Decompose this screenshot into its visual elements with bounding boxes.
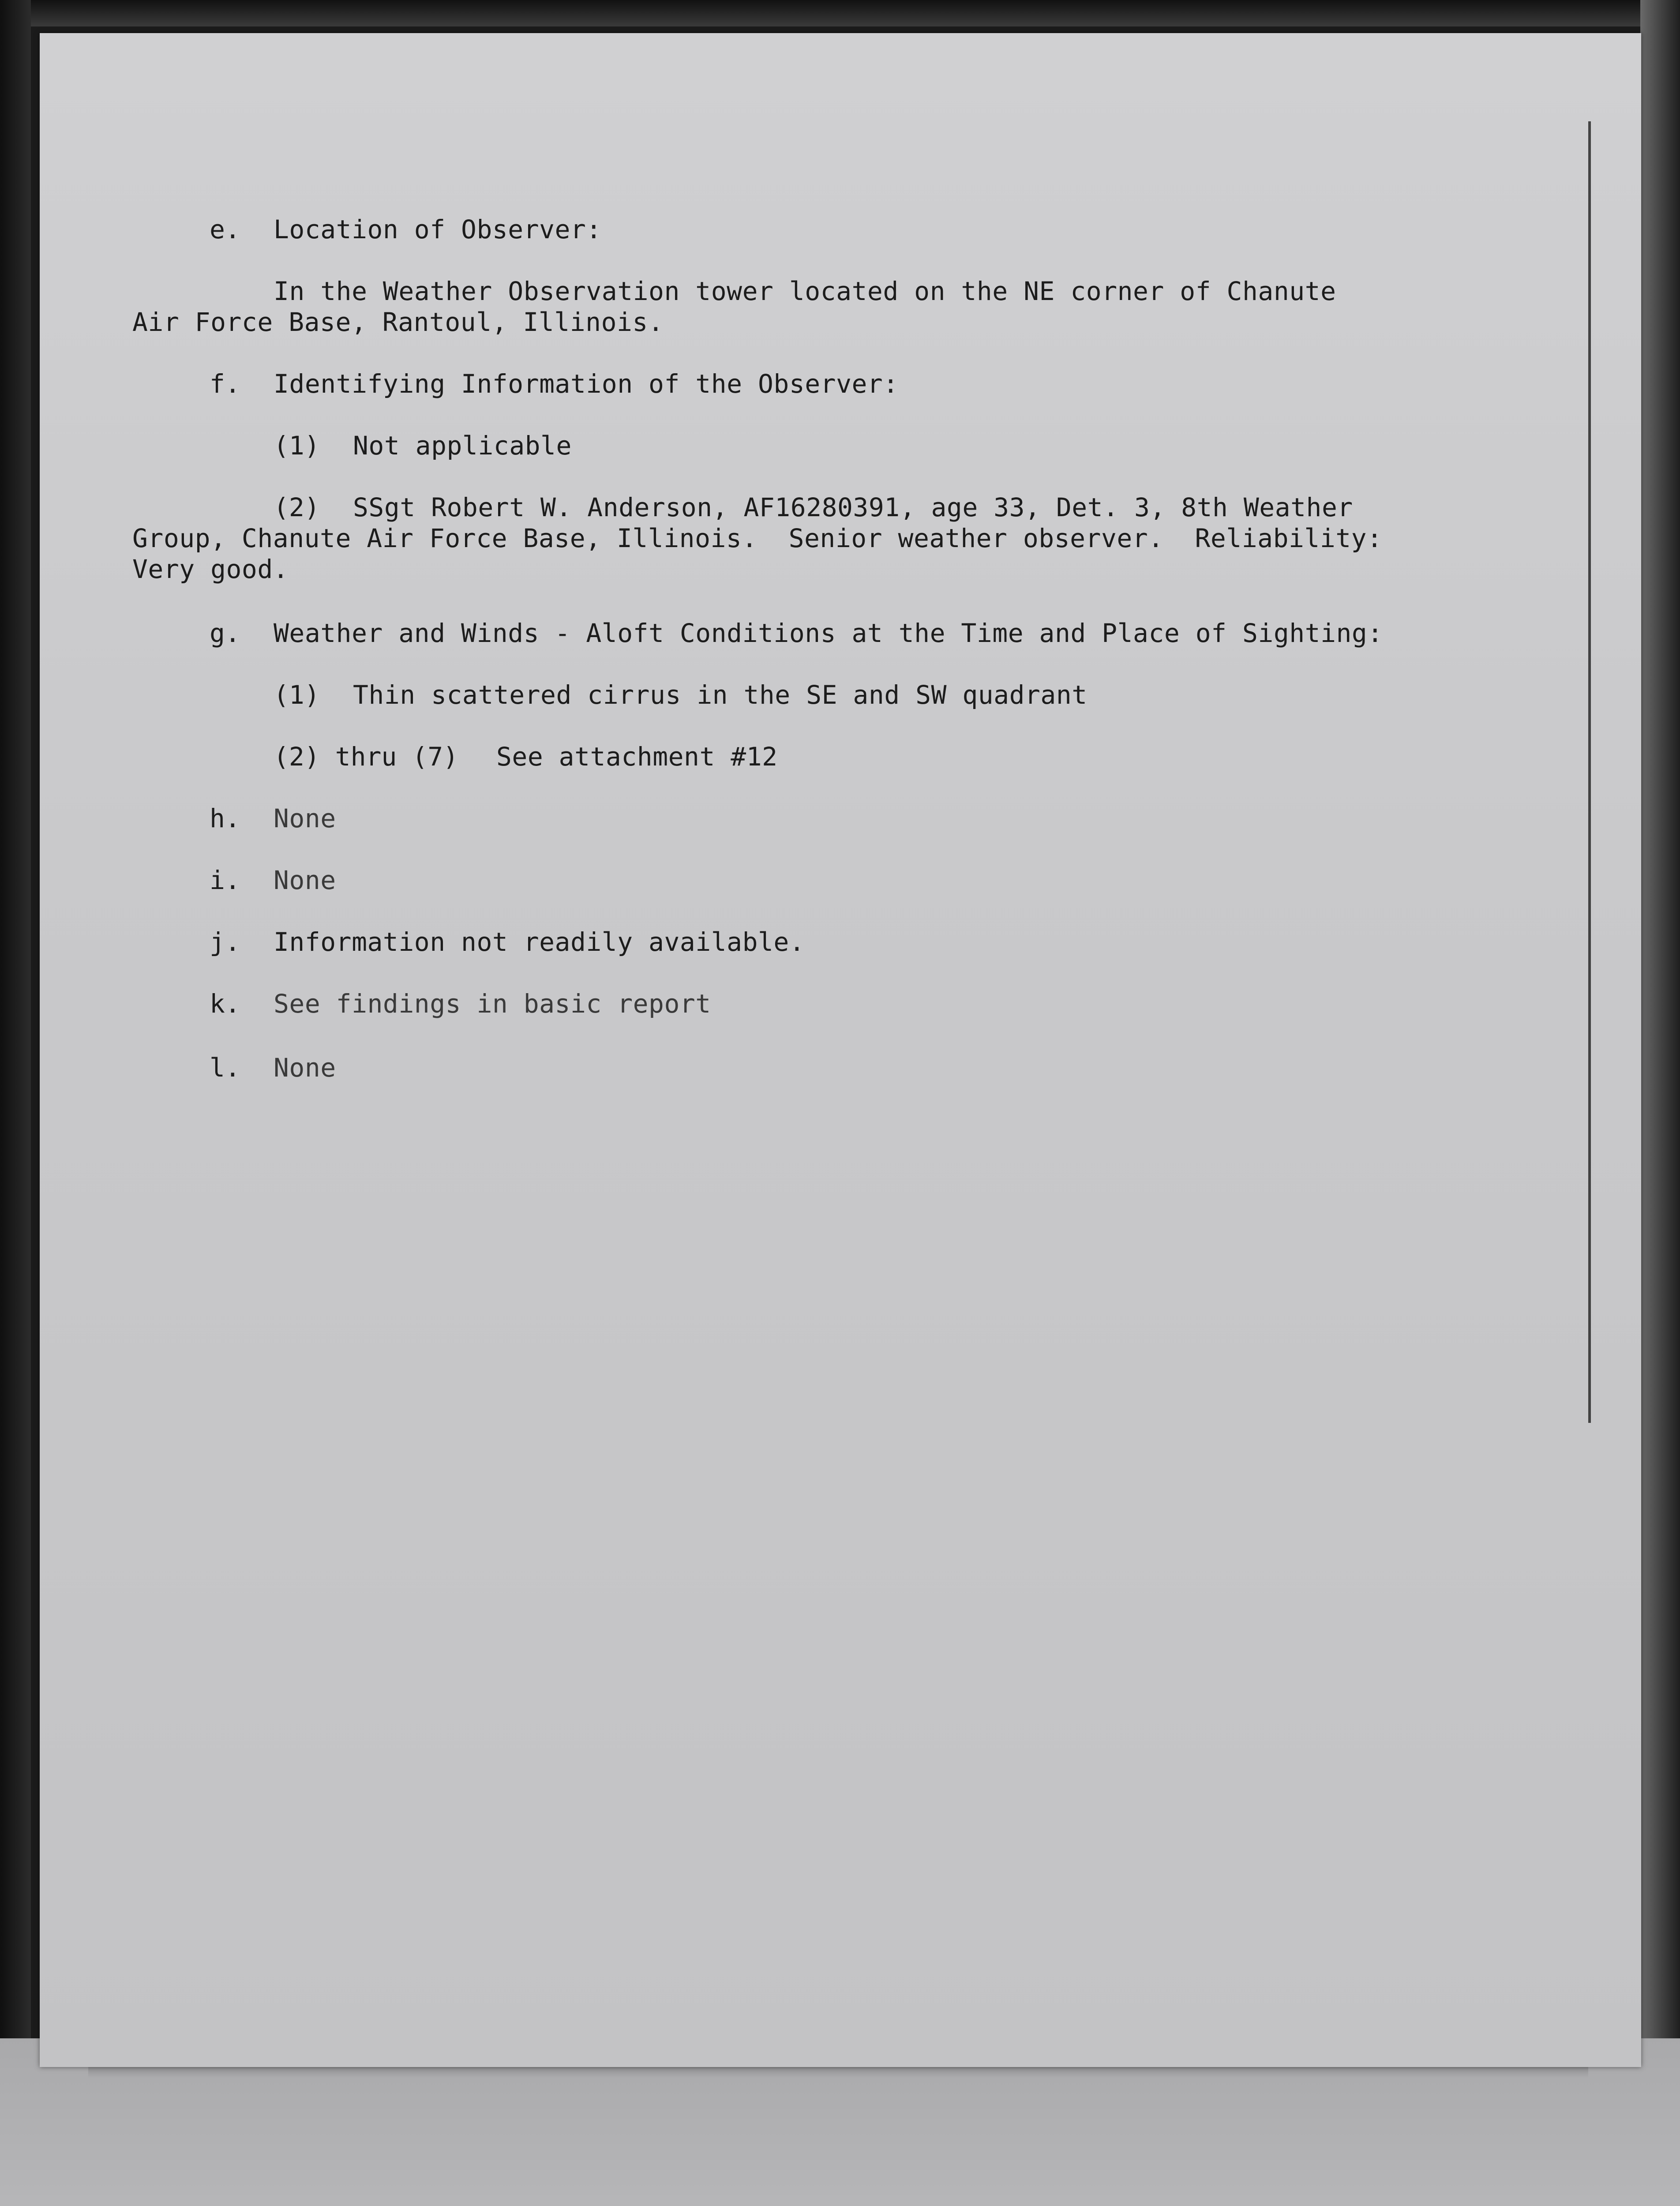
item-f-sub1-text: Not applicable bbox=[353, 431, 572, 461]
page-edge-line bbox=[1588, 121, 1591, 1423]
item-g-sub2-label: (2) thru (7) bbox=[274, 742, 459, 772]
item-j-label: j. bbox=[210, 927, 240, 957]
item-e-heading: Location of Observer: bbox=[274, 214, 602, 244]
film-border-left bbox=[0, 0, 31, 2047]
item-g-label: g. bbox=[210, 618, 240, 648]
item-i-label: i. bbox=[210, 865, 240, 895]
item-f-label: f. bbox=[210, 369, 240, 399]
item-g-sub1-label: (1) bbox=[274, 680, 320, 710]
item-e-text-line1: In the Weather Observation tower located on the NE corner of Chanute bbox=[274, 276, 1336, 306]
item-f-sub2-line3: Very good. bbox=[132, 554, 289, 584]
film-border-top bbox=[0, 0, 1680, 26]
item-g-heading: Weather and Winds - Aloft Conditions at the Time and Place of Sighting: bbox=[274, 618, 1383, 648]
item-f-sub2-line2: Group, Chanute Air Force Base, Illinois. Senior weather observer. Reliability: bbox=[132, 523, 1383, 553]
item-f-sub2-label: (2) bbox=[274, 492, 320, 522]
document-page bbox=[40, 33, 1641, 2067]
item-f-sub2-line1: SSgt Robert W. Anderson, AF16280391, age 33, Det. 3, 8th Weather bbox=[353, 492, 1353, 522]
item-e-text-line2: Air Force Base, Rantoul, Illinois. bbox=[132, 307, 664, 337]
item-e-label: e. bbox=[210, 214, 240, 244]
item-h-text: None bbox=[274, 803, 336, 833]
item-i-text: None bbox=[274, 865, 336, 895]
item-f-sub1-label: (1) bbox=[274, 431, 320, 461]
item-k-label: k. bbox=[210, 989, 240, 1019]
item-f-heading: Identifying Information of the Observer: bbox=[274, 369, 899, 399]
item-j-text: Information not readily available. bbox=[274, 927, 805, 957]
item-k-text: See findings in basic report bbox=[274, 989, 711, 1019]
item-g-sub1-text: Thin scattered cirrus in the SE and SW quadrant bbox=[353, 680, 1088, 710]
film-border-right bbox=[1640, 0, 1680, 2038]
item-l-label: l. bbox=[210, 1053, 240, 1083]
item-l-text: None bbox=[274, 1053, 336, 1083]
item-h-label: h. bbox=[210, 803, 240, 833]
item-g-sub2-text: See attachment #12 bbox=[496, 742, 778, 772]
